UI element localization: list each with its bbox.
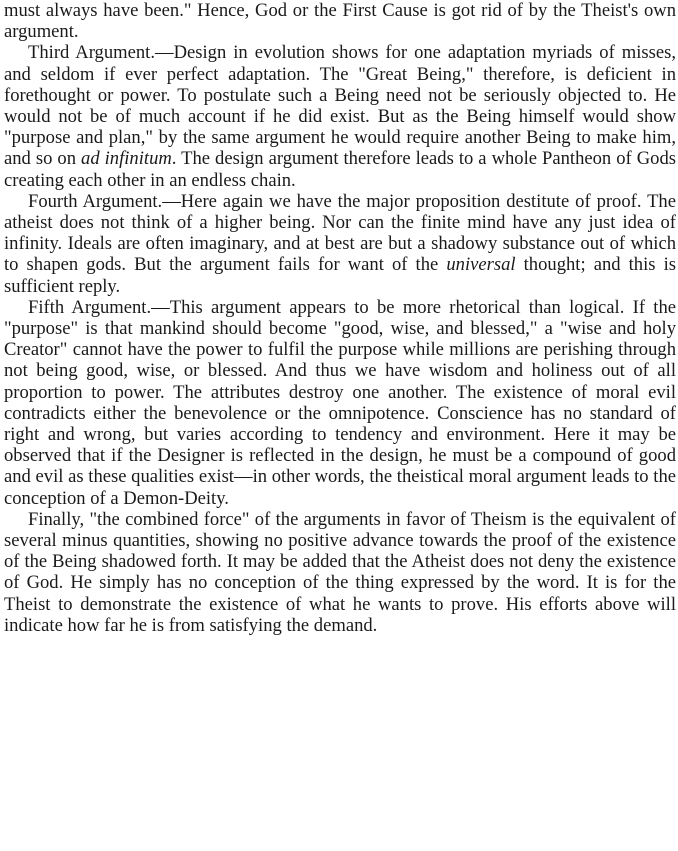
paragraph-text: Fourth Argument.—Here again we have the major proposition destitute of proof. The atheist does not think of a higher being. Nor can the finite mind have any just idea of infinity. Ideals are often imaginary, and at best are but a shadowy substance out of which to shapen gods. But the argument fails for want of the xyxy=(4,190,676,276)
paragraph-finally xyxy=(4,509,676,636)
paragraph-text: thought; and this is sufficient reply. xyxy=(4,254,676,297)
paragraph-text: . The design argument therefore leads to a whole Pantheon of Gods creating each other in an endless chain. xyxy=(4,148,677,191)
paragraph-text: Finally, "the combined force" of the arguments in favor of Theism is the equivalent of several minus quantities, showing no positive advance towards the proof of the existence of the Being shadowed forth. It may be added that the Atheist does not deny the existence of God. He simply has no conception of the thing expressed by the word. It is for the Theist to demonstrate the existence of what he wants to prove. His efforts above will indicate how far he is from satisfying the demand. xyxy=(4,508,676,636)
paragraph-fifth-argument xyxy=(4,297,676,509)
paragraph-text: Third Argument.—Design in evolution shows for one adaptation myriads of misses, and seldom if ever perfect adaptation. The "Great Being," therefore, is deficient in forethought or power. To postulate such a Being need not be seriously objected to. He would not be of much account if he did exist. But as the Being himself would show "purpose and plan," by the same argument he would require another Being to make him, and so on xyxy=(4,42,676,170)
paragraph-fourth-argument xyxy=(4,191,676,297)
paragraph-first-cause-conclusion xyxy=(4,0,676,42)
paragraph-text: must always have been." Hence, God or the First Cause is got rid of by the Theist's own argument. xyxy=(4,0,676,43)
italic-phrase: ad infinitum xyxy=(81,148,172,170)
italic-phrase: universal xyxy=(446,254,516,276)
document-page xyxy=(4,0,676,636)
paragraph-text: Fifth Argument.—This argument appears to be more rhetorical than logical. If the "purpose" is that mankind should become "good, wise, and blessed," a "wise and holy Creator" cannot have the power to fulfil the purpose while millions are perishing through not being good, wise, or blessed. And thus we have wisdom and holiness out of all proportion to power. The attributes destroy one another. The existence of moral evil contradicts either the benevolence or the omnipotence. Conscience has no standard of right and wrong, but varies according to tendency and environment. Here it may be observed that if the Designer is reflected in the design, he must be a compound of good and evil as these qualities exist—in other words, the theistical moral argument leads to the conception of a Demon-Deity. xyxy=(4,296,676,509)
paragraph-third-argument xyxy=(4,42,676,190)
